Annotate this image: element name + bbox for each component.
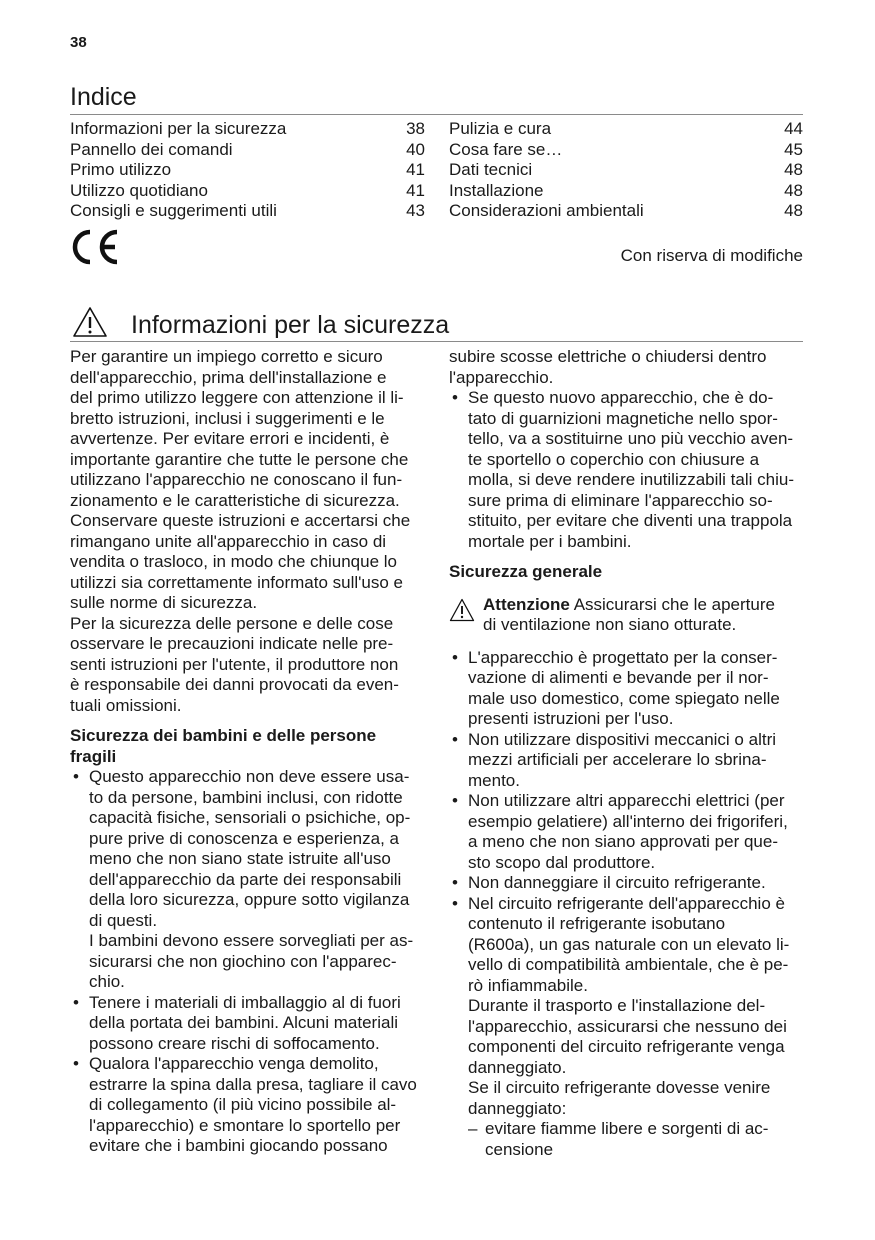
toc-entry[interactable]	[70, 140, 425, 161]
page-number: 38	[70, 34, 87, 51]
toc-entry-label: Installazione	[449, 180, 544, 200]
safety-title: Informazioni per la sicurezza	[131, 311, 450, 339]
toc-entry-label: Pannello dei comandi	[70, 139, 233, 159]
text-line: sicurarsi che non giochino con l'apparec-	[89, 951, 397, 971]
children-safety-list	[70, 767, 430, 1157]
text-line: possono creare rischi di soffocamento.	[89, 1033, 380, 1053]
text-line: fragili	[70, 746, 117, 766]
text-line: L'apparecchio è progettato per la conser-	[468, 647, 778, 667]
text-line: della loro sicurezza, oppure sotto vigilanza	[89, 890, 410, 909]
text-line: sto scopo dal produttore.	[468, 852, 656, 872]
text-line: Per la sicurezza delle persone e delle cose	[70, 613, 394, 633]
text-line: vello di compatibilità ambientale, che è pe-	[468, 955, 789, 974]
text-line: mortale per i bambini.	[468, 531, 632, 551]
text-line: subire scosse elettriche o chiudersi dentro	[449, 347, 767, 366]
text-line: Qualora l'apparecchio venga demolito,	[89, 1054, 379, 1073]
toc-entry-label: Informazioni per la sicurezza	[70, 119, 287, 138]
text-line: sulle norme di sicurezza.	[70, 593, 258, 612]
toc-entry-label: Consigli e suggerimenti utili	[70, 201, 277, 220]
index-rule	[70, 114, 803, 115]
toc-entry[interactable]	[449, 181, 803, 202]
list-item	[70, 993, 430, 1055]
text-line: contenuto il refrigerante isobutano	[468, 914, 726, 933]
toc-entry-page: 40	[406, 139, 425, 159]
text-line: tuali omissioni.	[70, 695, 182, 715]
text-line: Tenere i materiali di imballaggio al di fuori	[89, 992, 401, 1012]
text-line: tello, va a sostituirne uno più vecchio aven-	[468, 429, 794, 448]
text-line: sure prima di eliminare l'apparecchio so-	[468, 490, 773, 510]
text-line: utilizzano l'apparecchio ne conoscano il fun-	[70, 470, 403, 489]
text-line: è responsabile dei danni provocati da even-	[70, 675, 399, 694]
text-line: Durante il trasporto e l'installazione del-	[468, 996, 766, 1015]
toc-right-column	[449, 119, 803, 222]
text-line: mezzi artificiali per accelerare lo sbrina-	[468, 750, 767, 769]
text-line: meno che non siano state istruite all'uso	[89, 849, 391, 868]
toc-entry-page: 45	[784, 139, 803, 159]
toc-entry-page: 44	[784, 119, 803, 138]
toc-entry[interactable]	[449, 160, 803, 181]
list-item	[449, 894, 809, 1120]
warning-line-2: di ventilazione non siano otturate.	[483, 615, 737, 634]
text-line: (R600a), un gas naturale con un elevato li-	[468, 934, 790, 954]
text-line: di questi.	[89, 910, 158, 930]
text-line: Non danneggiare il circuito refrigerante.	[468, 873, 766, 892]
children-safety-heading	[70, 726, 430, 767]
list-item	[449, 730, 809, 792]
text-line: stituito, per evitare che diventi una trappola	[468, 511, 793, 530]
text-line: di collegamento (il più vicino possibile al-	[89, 1095, 397, 1114]
intro-paragraph	[70, 347, 430, 716]
text-line: male uso domestico, come spiegato nelle	[468, 688, 780, 708]
text-line: l'apparecchio, assicurarsi che nessuno dei	[468, 1016, 787, 1036]
toc-entry[interactable]	[449, 201, 803, 222]
text-line: della portata dei bambini. Alcuni materiali	[89, 1013, 399, 1032]
text-line: danneggiato.	[468, 1057, 567, 1077]
text-line: osservare le precauzioni indicate nelle pre-	[70, 634, 394, 653]
text-line: presenti istruzioni per l'uso.	[468, 709, 674, 728]
text-line: bretto istruzioni, inclusi i suggerimenti e le	[70, 408, 385, 428]
text-line: l'apparecchio.	[449, 367, 554, 387]
warning-triangle-small-icon	[449, 595, 483, 628]
toc-entry-label: Pulizia e cura	[449, 119, 552, 138]
text-line: vazione di alimenti e bevande per il nor-	[468, 668, 769, 687]
toc-entry[interactable]	[70, 201, 425, 222]
warning-label: Attenzione	[483, 594, 570, 614]
toc-entry[interactable]	[449, 119, 803, 140]
text-line: Nel circuito refrigerante dell'apparecchio è	[468, 893, 785, 913]
ventilation-warning	[449, 595, 809, 636]
text-line: Non utilizzare altri apparecchi elettrici (per	[468, 791, 785, 810]
text-line: utilizzi sia correttamente informato sull'uso e	[70, 572, 403, 592]
text-line: zionamento e le caratteristiche di sicurezza.	[70, 490, 400, 510]
toc-entry-label: Considerazioni ambientali	[449, 201, 644, 220]
general-safety-list	[449, 648, 809, 1120]
warning-text	[483, 595, 775, 636]
text-line: Per garantire un impiego corretto e sicuro	[70, 347, 383, 366]
text-line: dell'apparecchio da parte dei responsabili	[89, 869, 402, 889]
toc-entry-label: Cosa fare se…	[449, 139, 563, 159]
toc-left-column	[70, 119, 425, 222]
magnetic-door-list	[449, 388, 809, 552]
toc-entry-page: 41	[406, 160, 425, 179]
toc-entry-label: Utilizzo quotidiano	[70, 180, 208, 200]
safety-rule	[70, 341, 803, 342]
general-safety-heading: Sicurezza generale	[449, 562, 603, 581]
text-line: a meno che non siano approvati per que-	[468, 832, 778, 851]
text-line: rimangano unite all'apparecchio in caso di	[70, 531, 387, 551]
index-title: Indice	[70, 83, 137, 111]
text-line: Non utilizzare dispositivi meccanici o altri	[468, 729, 777, 749]
text-line: Se il circuito refrigerante dovesse venire	[468, 1078, 771, 1097]
warning-line-1: Assicurarsi che le aperture	[573, 594, 775, 614]
text-line: censione	[485, 1139, 554, 1159]
ce-mark-icon	[70, 228, 122, 266]
ce-mark	[70, 228, 122, 271]
text-line: Se questo nuovo apparecchio, che è do-	[468, 388, 774, 407]
text-line: pure prive di conoscenza e esperienza, a	[89, 828, 399, 848]
list-item	[449, 873, 809, 894]
dash-item	[468, 1119, 809, 1160]
text-line: evitare che i bambini giocando possano	[89, 1136, 388, 1155]
toc-entry-label: Primo utilizzo	[70, 160, 172, 179]
toc-entry[interactable]	[70, 119, 425, 140]
text-line: Conservare queste istruzioni e accertarsi che	[70, 511, 411, 530]
text-line: avvertenze. Per evitare errori e incidenti, è	[70, 429, 390, 448]
text-line: danneggiato:	[468, 1098, 567, 1118]
text-line: Sicurezza dei bambini e delle persone	[70, 726, 377, 745]
text-line: capacità fisiche, sensoriali o psichiche, op-	[89, 808, 411, 827]
text-line: componenti del circuito refrigerante venga	[468, 1037, 785, 1056]
left-column	[70, 347, 430, 1157]
text-line: evitare fiamme libere e sorgenti di ac-	[485, 1119, 769, 1138]
text-line: estrarre la spina dalla presa, tagliare il cavo	[89, 1074, 417, 1094]
toc-entry[interactable]	[449, 140, 803, 161]
toc-entry-page: 48	[784, 201, 803, 220]
text-line: tato di guarnizioni magnetiche nello spor-	[468, 408, 778, 428]
text-line: importante garantire che tutte le persone che	[70, 449, 409, 469]
list-item	[70, 767, 430, 993]
text-line: chio.	[89, 972, 125, 991]
text-line: to da persone, bambini inclusi, con ridotte	[89, 787, 403, 807]
warning-triangle-icon	[72, 306, 108, 343]
continuation-paragraph	[449, 347, 809, 388]
toc-entry-page: 38	[406, 119, 425, 138]
list-item	[70, 1054, 430, 1157]
toc-entry-label: Dati tecnici	[449, 160, 533, 179]
text-line: te sportello o coperchio con chiusure a	[468, 449, 760, 469]
list-item	[449, 648, 809, 730]
right-column	[449, 347, 809, 1160]
refrigerant-dash-list	[468, 1119, 809, 1160]
toc-entry-page: 43	[406, 201, 425, 220]
text-line: rò infiammabile.	[468, 975, 588, 995]
text-line: molla, si deve rendere inutilizzabili tali chiu-	[468, 470, 794, 489]
text-line: Questo apparecchio non deve essere usa-	[89, 767, 410, 786]
text-line: mento.	[468, 770, 520, 790]
list-item	[449, 388, 809, 552]
toc-entry-page: 48	[784, 160, 803, 179]
list-item	[449, 791, 809, 873]
text-line: esempio gelatiere) all'interno dei frigoriferi,	[468, 811, 788, 831]
toc-entry[interactable]	[70, 181, 425, 202]
toc-entry-page: 48	[784, 180, 803, 200]
text-line: dell'apparecchio, prima dell'installazione e	[70, 367, 387, 387]
text-line: vendita o trasloco, in modo che chiunque lo	[70, 552, 397, 571]
text-line: I bambini devono essere sorvegliati per as-	[89, 931, 414, 950]
text-line: del primo utilizzo leggere con attenzione il li-	[70, 388, 404, 407]
toc-entry-page: 41	[406, 180, 425, 200]
text-line: l'apparecchio) e smontare lo sportello per	[89, 1115, 401, 1135]
text-line: senti istruzioni per l'utente, il produttore non	[70, 654, 399, 674]
toc-entry[interactable]	[70, 160, 425, 181]
reserve-note: Con riserva di modifiche	[620, 246, 803, 265]
